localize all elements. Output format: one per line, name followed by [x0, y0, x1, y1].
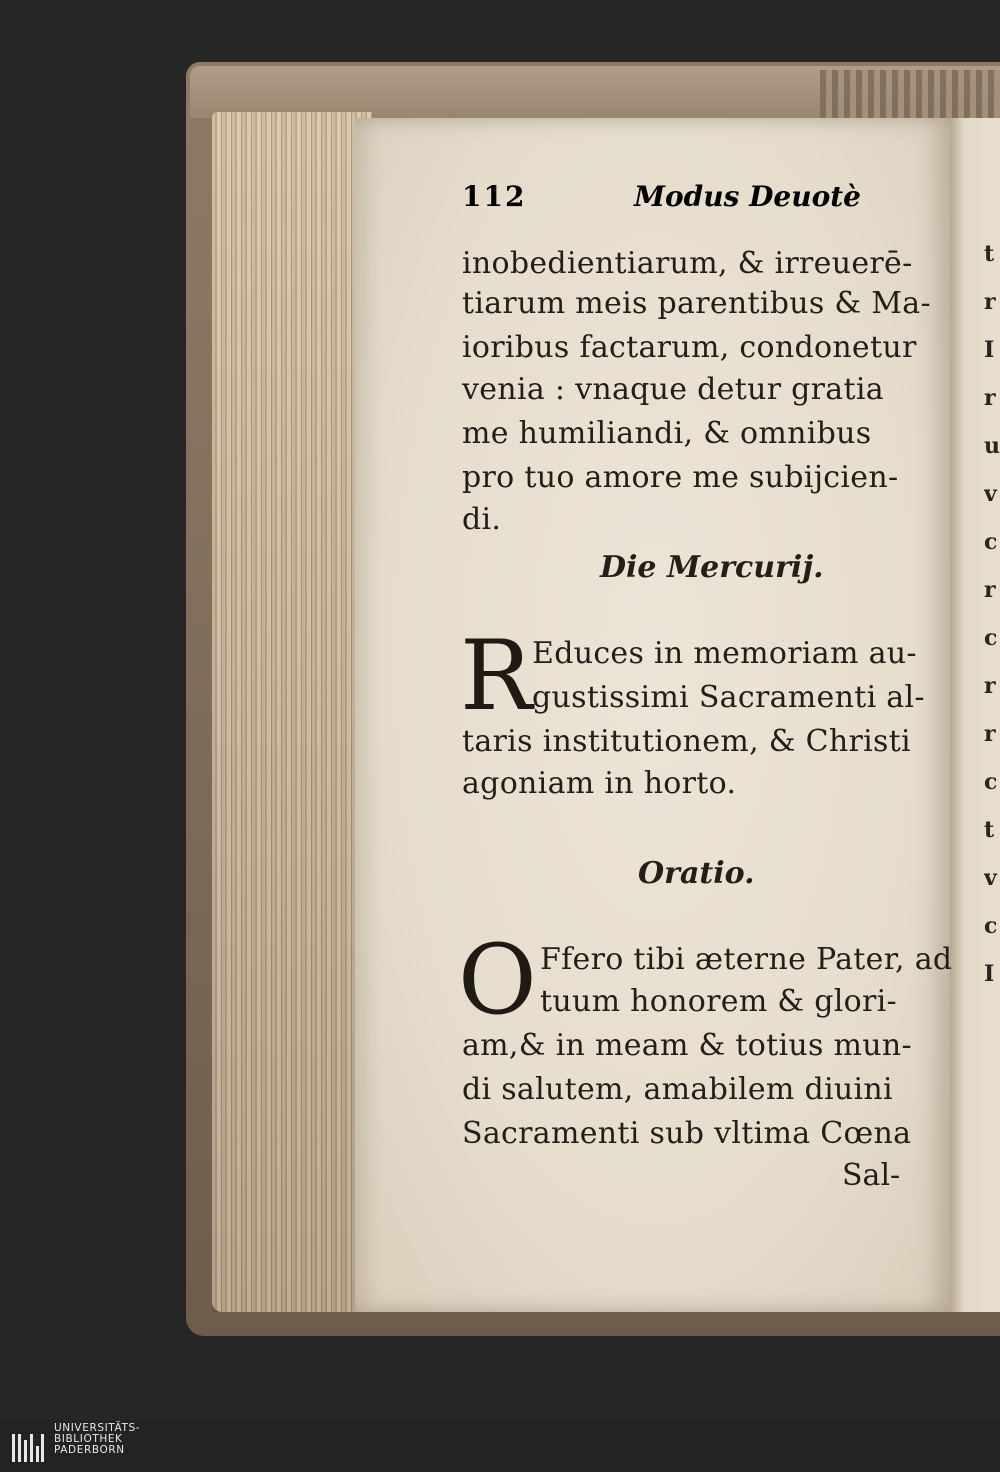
body-line: agoniam in horto.: [462, 766, 737, 801]
library-name: [54, 1420, 254, 1456]
facing-letter: r: [984, 673, 996, 699]
body-line: inobedientiarum, & irreuerē-: [462, 246, 913, 281]
facing-letter: I: [984, 961, 995, 987]
facing-letter: u: [984, 433, 1000, 459]
library-name-line: PADERBORN: [54, 1444, 125, 1456]
facing-letter: r: [984, 721, 996, 747]
page-stack-edges: [212, 112, 372, 1312]
body-line: gustissimi Sacramenti al-: [532, 680, 925, 715]
body-line: Sacramenti sub vltima Cœna: [462, 1116, 912, 1151]
facing-letter: c: [984, 913, 998, 939]
catchword: Sal-: [842, 1158, 901, 1193]
body-line: tuum honorem & glori-: [540, 984, 897, 1019]
library-logo-icon: [10, 1430, 46, 1466]
facing-letter: c: [984, 529, 998, 555]
facing-letter: t: [984, 817, 995, 843]
facing-letter: r: [984, 577, 996, 603]
body-line: me humiliandi, & omnibus: [462, 416, 872, 451]
facing-letter: r: [984, 289, 996, 315]
spine-binding-cord: [820, 70, 1000, 118]
facing-letter: c: [984, 625, 998, 651]
body-line: tiarum meis parentibus & Ma-: [462, 286, 931, 321]
page-header: [462, 180, 872, 224]
facing-letter: t: [984, 241, 995, 267]
facing-letter: v: [984, 865, 997, 891]
facing-letter: r: [984, 385, 996, 411]
body-line: ioribus factarum, condonetur: [462, 330, 917, 365]
facing-page-letters: [984, 230, 1000, 998]
body-line: Educes in memoriam au-: [532, 636, 917, 671]
body-line: am,& in meam & totius mun-: [462, 1028, 912, 1063]
section-heading: Die Mercurij.: [600, 550, 824, 585]
body-line: venia : vnaque detur gratia: [462, 372, 884, 407]
body-line: di.: [462, 502, 502, 537]
body-line: taris institutionem, & Christi: [462, 724, 911, 759]
drop-cap: R: [460, 620, 533, 732]
oratio-heading: Oratio.: [638, 856, 755, 891]
facing-letter: I: [984, 337, 995, 363]
library-name-line: BIBLIOTHEK: [54, 1433, 123, 1445]
running-head: Modus Deuotè: [634, 180, 861, 213]
facing-letter: c: [984, 769, 998, 795]
body-line: di salutem, amabilem diuini: [462, 1072, 893, 1107]
body-line: Ffero tibi æterne Pater, ad: [540, 942, 953, 977]
drop-cap: O: [458, 924, 537, 1036]
library-name-line: UNIVERSITÄTS-: [54, 1422, 141, 1434]
facing-letter: v: [984, 481, 997, 507]
body-line: pro tuo amore me subijcien-: [462, 460, 899, 495]
page-number: 112: [462, 180, 527, 213]
